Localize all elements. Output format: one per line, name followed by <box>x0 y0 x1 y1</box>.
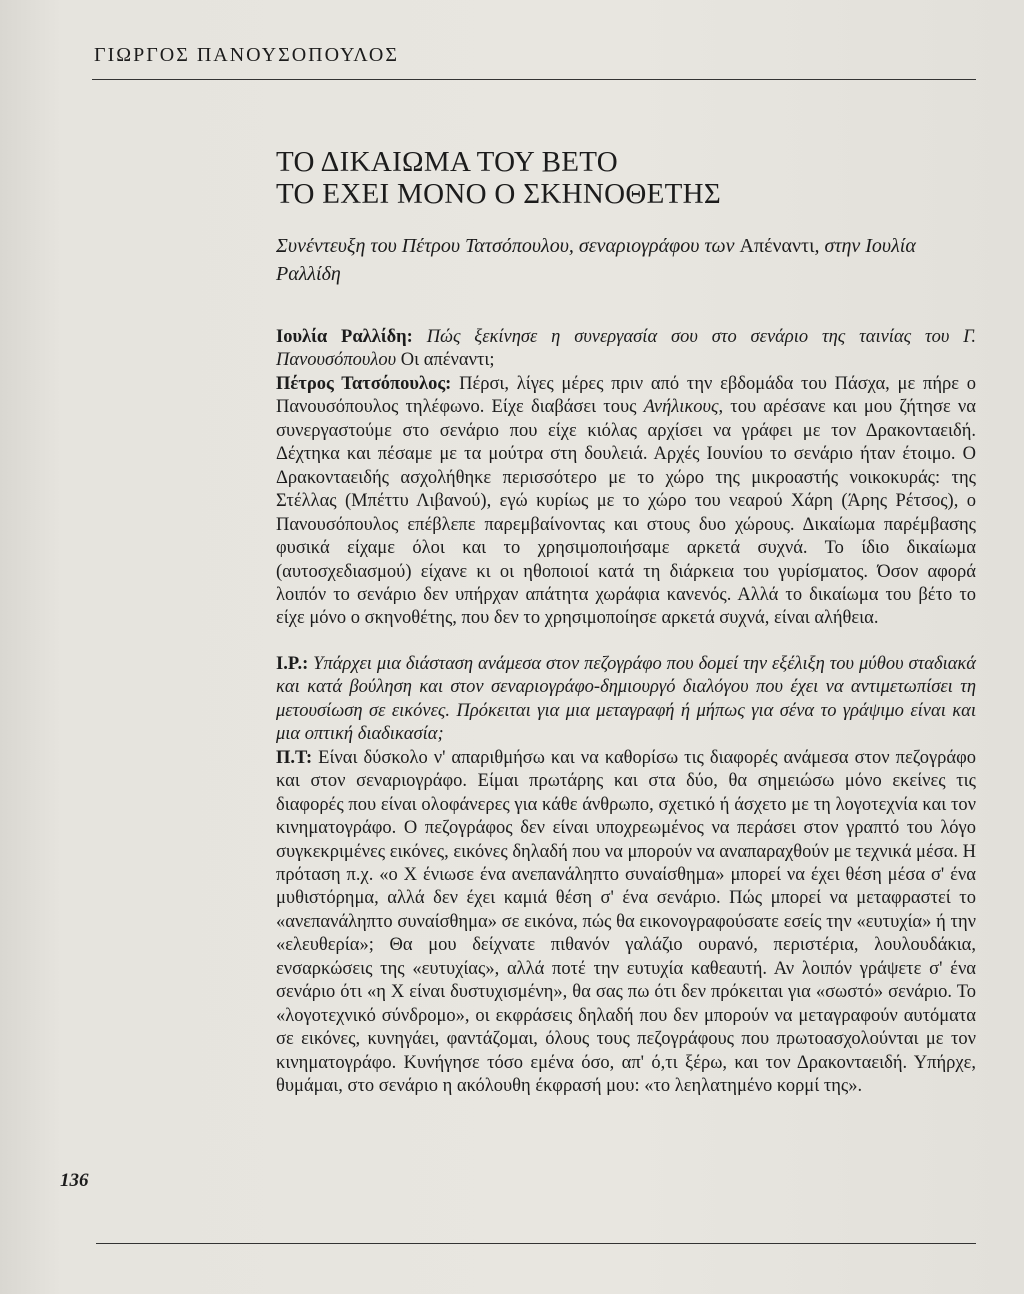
footer-rule <box>96 1243 976 1244</box>
article-subtitle <box>276 232 976 288</box>
book-title: Ανήλικους <box>643 397 719 418</box>
speaker-label: Ι.Ρ.: <box>276 653 309 674</box>
speaker-label: Π.Τ: <box>276 747 313 768</box>
header-rule <box>92 79 976 80</box>
page-number: 136 <box>60 1170 89 1191</box>
subtitle-text-1: Συνέντευξη του Πέτρου Τατσόπουλου, σεναριογράφου των <box>276 235 740 257</box>
question-text: Πώς ξεκίνησε η συνεργασία σου στο σενάριο της ταινίας του Γ. Πανουσόπουλου <box>276 327 976 371</box>
question-tail: Οι απέναντι; <box>396 350 495 371</box>
answer-text: Είναι δύσκολο ν' απαριθμήσω και να καθορίσω τις διαφορές ανάμεσα στον πεζογράφο και στον σεναριογράφο. Είμαι πρωτάρης και στα δύο, θα σημειώσω μόνο εκείνες τις διαφορές που είναι ολοφάνερες για κάθε άνθρωπο, σχετικό ή άσχετο με τη λογοτεχνία και τον κινηματογράφο. Ο πεζογράφος δεν είναι υποχρεωμένος να περάσει στον γραπτό του λόγο συγκεκριμένες εικόνες, εικόνες δηλαδή που να μπορούν να αναπαραχθούν με τεχνικά μέσα. Η πρόταση π.χ. «ο Χ ένιωσε ένα ανεπανάληπτο συναίσθημα» μπορεί να έχει θέση μέσα σ' ένα μυθιστόρημα, αλλά δεν έχει καμιά θέση σ' ένα σενάριο. Πώς μπορεί να μεταφραστεί το «ανεπανάληπτο συναίσθημα» σε εικόνα, πώς θα εικονογραφούσατε εσείς την «ευτυχία» ή την «ελευθερία»; Θα μου δείχνατε πιθανόν γαλάζιο ουρανό, περιστέρια, λουλουδάκια, ενσαρκώσεις της «ευτυχίας», αλλά ποτέ την ευτυχία καθεαυτή. Αν λοιπόν γράψετε σ' ένα σενάριο ότι «η Χ είναι δυστυχισμένη», θα σας πω ότι δεν πρόκειται για «σωστό» σενάριο. Το «λογοτεχνικό σύνδρομο», οι εκφράσεις δηλαδή που δεν μπορούν να μεταγραφούν αυτόματα σε εικόνες, κυνηγάει, φαντάζομαι, όλους τους πεζογράφους που πρωτοασχολούνται με τον κινηματογράφο. Κυνήγησε τόσο εμένα όσο, απ' ό,τι ξέρω, και τον Δρακονταειδή. Υπήρχε, θυμάμαι, στο σενάριο η ακόλουθη έκφρασή μου: «το λεηλατημένο κορμί της». <box>276 747 976 1097</box>
subtitle-text-2: , στην Ιουλία Ραλλίδη <box>276 235 916 285</box>
answer-2 <box>276 747 976 1099</box>
title-line-1: ΤΟ ΔΙΚΑΙΩΜΑ ΤΟΥ ΒΕΤΟ <box>276 146 619 178</box>
speaker-label: Πέτρος Τατσόπουλος: <box>276 373 452 394</box>
question-text: Υπάρχει μια διάσταση ανάμεσα στον πεζογράφο που δομεί την εξέλιξη του μύθου σταδιακά και κατά βούληση και στον σεναριογράφο-δημιουργό διαλόγου που έχει να αντιμετωπίσει τη μετουσίωση σε εικόνες. Πρόκειται για μια μεταγραφή ή μήπως για σένα το γράψιμο είναι και μια οπτική διαδικασία; <box>276 653 977 745</box>
question-1 <box>276 326 976 373</box>
question-2 <box>276 653 976 747</box>
title-line-2: ΤΟ ΕΧΕΙ ΜΟΝΟ Ο ΣΚΗΝΟΘΕΤΗΣ <box>276 178 722 210</box>
interview-body <box>276 326 976 1099</box>
article-title <box>276 146 721 210</box>
answer-text-cont: , του αρέσανε και μου ζήτησε να συνεργαστούμε στο σενάριο που είχε κιόλας αρχίσει να γράφει με τον Δρακονταειδή. Δέχτηκα και πέσαμε με τα μούτρα στη δουλειά. Αρχές Ιουνίου το σενάριο ήταν έτοιμο. Ο Δρακονταειδής ασχολήθηκε περισσότερο με το χώρο της μικροαστής νοικοκυράς: της Στέλλας (Μπέττυ Λιβανού), εγώ κυρίως με το χώρο του νεαρού Χάρη (Άρης Ρέτσος), ο Πανουσόπουλος επέβλεπε παρεμβαίνοντας και στους δυο χώρους. Δικαίωμα παρέμβασης φυσικά είχαμε όλοι και το χρησιμοποιήσαμε αρκετά συχνά. Το ίδιο δικαίωμα (αυτοσχεδιασμού) είχανε κι οι ηθοποιοί κατά τη διάρκεια του γυρίσματος. Όσον αφορά λοιπόν το σενάριο δεν υπήρχαν απάτητα χωράφια κανενός. Αλλά το δικαίωμα του βέτο το είχε μόνο ο σκηνοθέτης, που δεν το χρησιμοποίησε αρκετά συχνά, είναι αλήθεια. <box>276 397 976 629</box>
speaker-label: Ιουλία Ραλλίδη: <box>276 327 413 347</box>
answer-1 <box>276 373 976 631</box>
subtitle-film-title: Απέναντι <box>739 235 815 257</box>
answer-text: Πέρσι, λίγες μέρες πριν από την εβδομάδα του Πάσχα, με πήρε ο Πανουσόπουλος τηλέφωνο. Είχε διαβάσει τους <box>276 373 977 418</box>
running-head: ΓΙΩΡΓΟΣ ΠΑΝΟΥΣΟΠΟΥΛΟΣ <box>94 44 399 66</box>
